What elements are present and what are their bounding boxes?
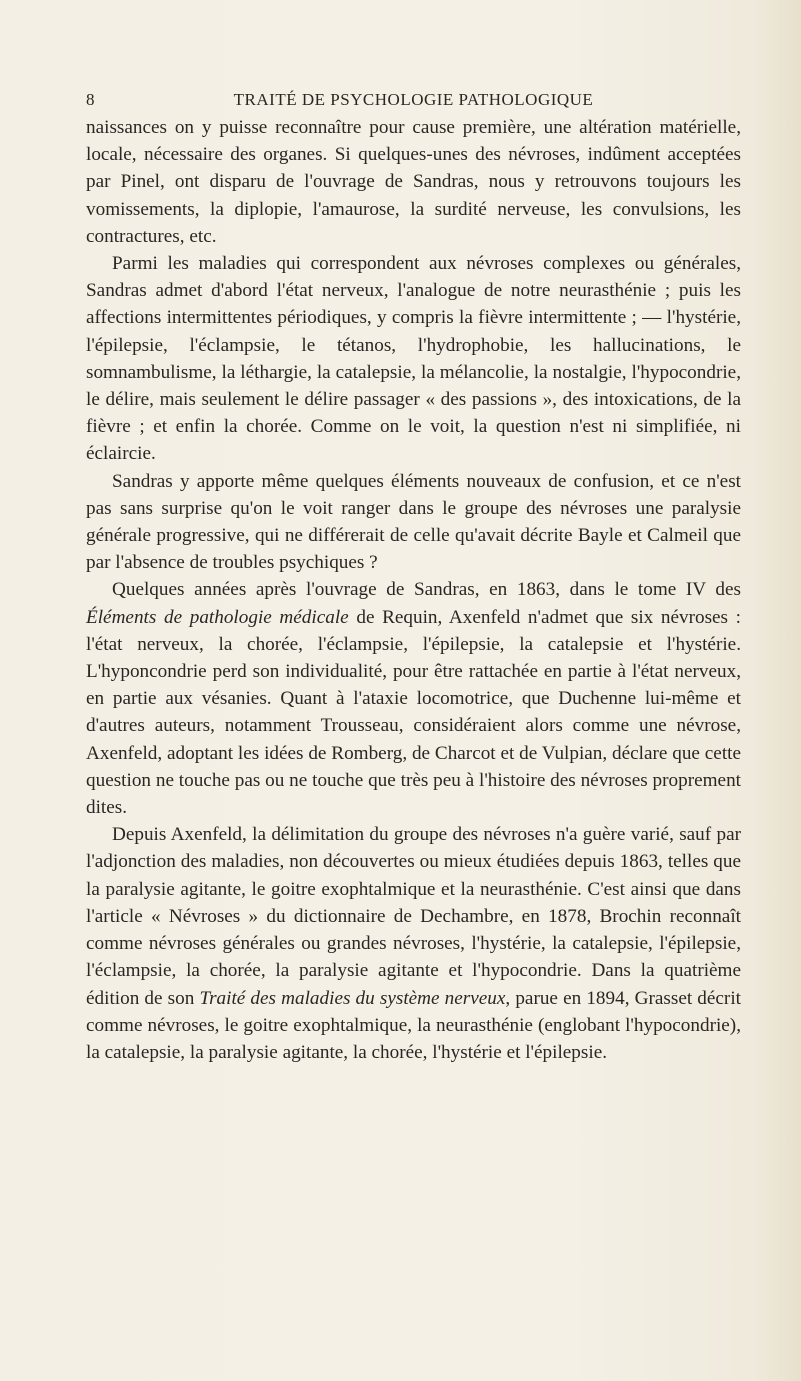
paragraph-4-text-after: de Requin, Axenfeld n'admet que six névroses : l'état nerveux, la chorée, l'éclampsie, l'épilepsie, la catalepsie et l'hystérie. L'hyponcondrie perd son individualité, pour être rattachée en partie à l'état nerveux, en partie aux vésanies. Quant à l'ataxie locomotrice, que Duchenne lui-même et d'autres auteurs, notamment Trousseau, considéraient alors comme une névrose, Axenfeld, adoptant les idées de Romberg, de Charcot et de Vulpian, déclare que cette question ne touche pas ou ne touche que très peu à l'histoire des névroses proprement dites. <box>86 606 741 819</box>
running-title: TRAITÉ DE PSYCHOLOGIE PATHOLOGIQUE <box>233 90 594 109</box>
paragraph-4-text-before: Quelques années après l'ouvrage de Sandras, en 1863, dans le tome IV des <box>112 579 741 601</box>
page-header <box>86 90 741 114</box>
paragraph-5-text-after: , parue en 1894, Grasset décrit comme névroses, le goitre exophtalmique, la neurasthénie (englobant l'hypocondrie), la catalepsie, la paralysie agitante, la chorée, l'hystérie et l'épilepsie. <box>86 987 741 1063</box>
paragraph-5-text-before: Depuis Axenfeld, la délimitation du groupe des névroses n'a guère varié, sauf par l'adjonction des maladies, non découvertes ou mieux étudiées depuis 1863, telles que la paralysie agitante, le goitre exophtalmique et la neurasthénie. C'est ainsi que dans l'article « Névroses » du dictionnaire de Dechambre, en 1878, Brochin reconnaît comme névroses générales ou grandes névroses, l'hystérie, la catalepsie, l'épilepsie, l'éclampsie, la chorée, la paralysie agitante et l'hypocondrie. Dans la quatrième édition de son <box>86 824 741 1009</box>
page-number: 8 <box>86 90 95 109</box>
paragraph-4 <box>86 576 741 821</box>
paragraph-2: Parmi les maladies qui correspondent aux névroses complexes ou générales, Sandras admet d'abord l'état nerveux, l'analogue de notre neurasthénie ; puis les affections intermittentes périodiques, y compris la fièvre intermittente ; — l'hystérie, l'épilepsie, l'éclampsie, le tétanos, l'hydrophobie, les hallucinations, le somnambulisme, la léthargie, la catalepsie, la mélancolie, la nostalgie, l'hypocondrie, le délire, mais seulement le délire passager « des passions », des intoxications, de la fièvre ; et enfin la chorée. Comme on le voit, la question n'est ni simplifiée, ni éclaircie. <box>86 253 741 465</box>
paragraph-1: naissances on y puisse reconnaître pour cause première, une altération matérielle, locale, nécessaire des organes. Si quelques-unes des névroses, indûment acceptées par Pinel, ont disparu de l'ouvrage de Sandras, nous y retrouvons toujours les vomissements, la diplopie, l'amaurose, la surdité nerveuse, les convulsions, les contractures, etc. <box>86 117 741 247</box>
paragraph-5 <box>86 821 741 1066</box>
body-text <box>86 114 741 1066</box>
book-title-traite: Traité des maladies du système nerveux <box>199 987 506 1009</box>
paragraph-3: Sandras y apporte même quelques éléments nouveaux de confusion, et ce n'est pas sans surprise qu'on le voit ranger dans le groupe des névroses une paralysie générale progressive, qui ne différerait de celle qu'avait décrite Bayle et Calmeil que par l'absence de troubles psychiques ? <box>86 470 741 574</box>
book-title-elements: Éléments de pathologie médicale <box>86 606 349 628</box>
